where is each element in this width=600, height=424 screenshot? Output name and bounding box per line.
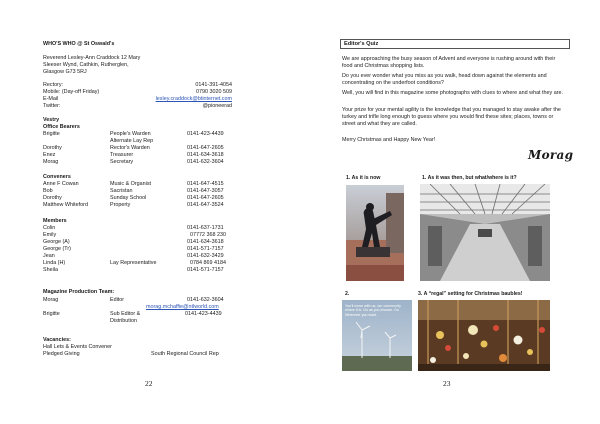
person-role: Secretary bbox=[110, 159, 134, 165]
twitter-handle: @pioneerad bbox=[202, 103, 232, 109]
person-name: Enez bbox=[43, 152, 56, 158]
person-phone: 0141-647-4515 bbox=[187, 181, 224, 187]
person-name: Linda (H) bbox=[43, 260, 66, 266]
person-role: Treasurer bbox=[110, 152, 134, 158]
vacancy-item: Pledged Giving bbox=[43, 351, 80, 357]
person-role: Sunday School bbox=[110, 195, 147, 201]
person-role: Editor bbox=[110, 297, 125, 303]
statue-photo bbox=[346, 185, 404, 281]
mobile-phone: 0790 3020 509 bbox=[196, 89, 232, 95]
person-role: Distribution bbox=[110, 318, 137, 324]
person-name: Jean bbox=[43, 253, 55, 259]
person-name: Colin bbox=[43, 225, 56, 231]
person-phone: 0141-647-2605 bbox=[187, 195, 224, 201]
person-role: Property bbox=[110, 202, 131, 208]
person-name: Dorothy bbox=[43, 195, 62, 201]
person-name: Dorothy bbox=[43, 145, 62, 151]
quiz-paragraph: Well, you will find in this magazine some photographs with clues to where and what they are. bbox=[342, 90, 564, 96]
rectory-label: Rectory: bbox=[43, 82, 64, 88]
vestry-heading: Vestry bbox=[43, 117, 60, 123]
person-phone: 0141-647-3524 bbox=[187, 202, 224, 208]
person-phone: 0141-647-2605 bbox=[187, 145, 224, 151]
person-name: Bob bbox=[43, 188, 53, 194]
person-role: Rector's Warden bbox=[110, 145, 150, 151]
person-name: Brigitte bbox=[43, 131, 60, 137]
person-role: Alternate Lay Rep bbox=[110, 138, 154, 144]
vacancies-heading: Vacancies: bbox=[43, 337, 71, 343]
person-phone: 0141-423-4439 bbox=[185, 311, 222, 317]
quiz-paragraph: Your prize for your mental agility is the knowledge that you managed to stay awake after the turkey and trifle long enough to guess where you would find these sites; places, towns or street and what they are called. bbox=[342, 107, 561, 127]
person-phone: 0141-632-3604 bbox=[187, 297, 224, 303]
magazine-team-heading: Magazine Production Team: bbox=[43, 289, 115, 295]
address-line-3: Glasgow G73 5RJ bbox=[43, 69, 87, 75]
rectory-phone: 0141-391-4054 bbox=[195, 82, 232, 88]
person-phone: 0141-632-3604 bbox=[187, 159, 224, 165]
quiz-paragraph: Merry Christmas and Happy New Year! bbox=[342, 137, 436, 143]
person-name: Matthew Whiteford bbox=[43, 202, 88, 208]
person-name: Morag bbox=[43, 159, 59, 165]
address-line-1: Reverend Lesley-Ann Craddock 12 Mary bbox=[43, 55, 141, 61]
address-line-2: Sleeser Wynd, Cathkin, Rutherglen, bbox=[43, 62, 129, 68]
person-name: George (A) bbox=[43, 239, 70, 245]
photo-caption: 1. As it is now bbox=[346, 175, 381, 181]
person-role: Music & Organist bbox=[110, 181, 152, 187]
photo-caption: 2. bbox=[345, 291, 350, 297]
office-bearers-heading: Office Bearers bbox=[43, 124, 80, 130]
editor-signature: Morag bbox=[528, 148, 574, 162]
person-name: Anne F Cowan bbox=[43, 181, 79, 187]
conveners-heading: Conveners bbox=[43, 174, 71, 180]
person-name: Emily bbox=[43, 232, 57, 238]
person-role: Sacristan bbox=[110, 188, 133, 194]
person-phone: 0141-634-3618 bbox=[187, 152, 224, 158]
editors-quiz-title: Editor's Quiz bbox=[340, 39, 570, 49]
vacancy-item: South Regional Council Rep bbox=[151, 351, 219, 357]
email-label: E-Mail bbox=[43, 96, 59, 102]
person-phone: 0141-571-7157 bbox=[187, 246, 224, 252]
person-phone: 0141-423-4439 bbox=[187, 131, 224, 137]
whos-who-title: WHO'S WHO @ St Oswald's bbox=[43, 41, 115, 47]
twitter-label: Twitter: bbox=[43, 103, 61, 109]
person-phone: 0141-647-3057 bbox=[187, 188, 224, 194]
person-phone: 07772 368 230 bbox=[190, 232, 226, 238]
photo-overlay-text: You'll move with us, our community where it is. Go as you choose. Go Wherever you want. bbox=[345, 304, 401, 317]
mobile-label: Mobile: (Day-off Friday) bbox=[43, 89, 100, 95]
person-phone: 0141-637-1731 bbox=[187, 225, 224, 231]
email-link[interactable]: lesley.craddock@btinternet.com bbox=[155, 96, 232, 102]
regal-baubles-photo bbox=[418, 300, 550, 371]
person-role: Sub Editor & bbox=[110, 311, 141, 317]
wind-turbine-photo bbox=[342, 300, 412, 371]
person-name: Sheila bbox=[43, 267, 58, 273]
person-name: Brigitte bbox=[43, 311, 60, 317]
editor-email-link[interactable]: morag.mchaffie@ntlworld.com bbox=[146, 304, 219, 310]
person-phone: 0141-634-3618 bbox=[187, 239, 224, 245]
quiz-paragraph: We are approaching the busy season of Advent and everyone is rushing around with their food and Christmas shopping lists. bbox=[342, 56, 556, 69]
person-name: Morag bbox=[43, 297, 59, 303]
person-role: People's Warden bbox=[110, 131, 151, 137]
person-role: Lay Representative bbox=[110, 260, 157, 266]
members-heading: Members bbox=[43, 218, 67, 224]
quiz-paragraph: Do you ever wonder what you miss as you walk, head down against the elements and concentrating on the underfoot conditions? bbox=[342, 73, 547, 86]
person-name: George (Tr) bbox=[43, 246, 71, 252]
page-number: 23 bbox=[443, 379, 451, 388]
old-station-photo bbox=[420, 184, 550, 281]
vacancy-item: Hall Lets & Events Convener bbox=[43, 344, 112, 350]
person-phone: 0141-571-7157 bbox=[187, 267, 224, 273]
photo-caption: 3. A “regal” setting for Christmas baubles! bbox=[418, 291, 523, 297]
person-phone: 0141-632-3429 bbox=[187, 253, 224, 259]
right-page bbox=[300, 0, 600, 424]
page-number: 22 bbox=[145, 379, 153, 388]
photo-caption: 1. As it was then, but what/where is it? bbox=[422, 175, 517, 181]
person-phone: 0784 869 4184 bbox=[190, 260, 226, 266]
